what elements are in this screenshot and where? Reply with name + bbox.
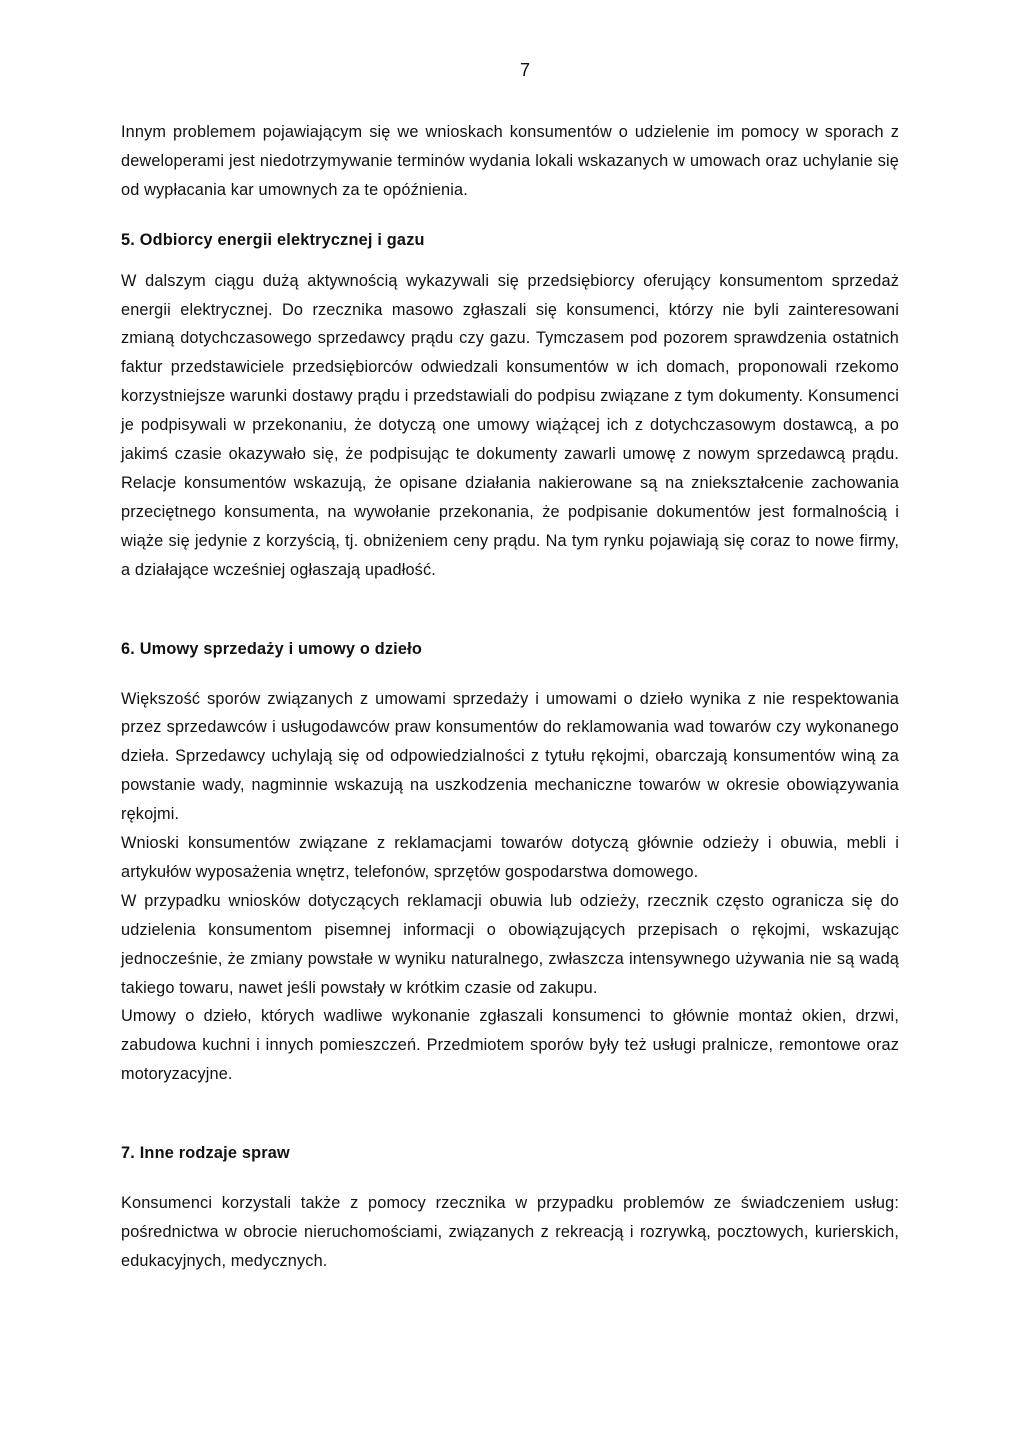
document-body <box>121 118 899 1276</box>
page-number: 7 <box>519 60 530 80</box>
section-6-paragraph-4: Umowy o dzieło, których wadliwe wykonanie zgłaszali konsumenci to głównie montaż okien, drzwi, zabudowa kuchni i innych pomieszczeń. Przedmiotem sporów były też usługi pralnicze, remontowe oraz motoryzacyjne. <box>121 1007 899 1084</box>
section-7-heading: 7. Inne rodzaje spraw <box>121 1144 290 1163</box>
section-6-paragraph-2: Wnioski konsumentów związane z reklamacjami towarów dotyczą głównie odzieży i obuwia, mebli i artykułów wyposażenia wnętrz, telefonów, sprzętów gospodarstwa domowego. <box>121 834 899 881</box>
section-6-paragraph-1: Większość sporów związanych z umowami sprzedaży i umowami o dzieło wynika z nie respektowania przez sprzedawców i usługodawców praw konsumentów do reklamowania wad towarów czy wykonanego dzieła. Sprzedawcy uchylają się od odpowiedzialności z tytułu rękojmi, obarczają konsumentów winą za powstanie wady, nagminnie wskazują na uszkodzenia mechaniczne towarów w okresie obowiązywania rękojmi. <box>121 689 899 824</box>
section-6-paragraph-3: W przypadku wniosków dotyczących reklamacji obuwia lub odzieży, rzecznik często ogranicza się do udzielenia konsumentom pisemnej informacji o obowiązujących przepisach o rękojmi, wskazując jednocześnie, że zmiany powstałe w wyniku naturalnego, zwłaszcza intensywnego używania nie są wadą takiego towaru, nawet jeśli powstały w krótkim czasie od zakupu. <box>121 891 899 997</box>
section-5-paragraph: W dalszym ciągu dużą aktywnością wykazywali się przedsiębiorcy oferujący konsumentom sprzedaż energii elektrycznej. Do rzecznika masowo zgłaszali się konsumenci, którzy nie byli zainteresowani zmianą dotychczasowego sprzedawcy prądu czy gazu. Tymczasem pod pozorem sprawdzenia ostatnich faktur przedstawiciele przedsiębiorców odwiedzali konsumentów w ich domach, proponowali rzekomo korzystniejsze warunki dostawy prądu i przedstawiali do podpisu związane z tym dokumenty. Konsumenci je podpisywali w przekonaniu, że dotyczą one umowy wiążącej ich z dotychczasowym dostawcą, a po jakimś czasie okazywało się, że podpisując te dokumenty zawarli umowę z nowym sprzedawcą prądu. Relacje konsumentów wskazują, że opisane działania nakierowane są na zniekształcenie zachowania przeciętnego konsumenta, na wywołanie przekonania, że podpisanie dokumentów jest formalnością i wiąże się jedynie z korzyścią, tj. obniżeniem ceny prądu. Na tym rynku pojawiają się coraz to nowe firmy, a działające wcześniej ogłaszają upadłość. <box>121 271 899 579</box>
section-5-heading: 5. Odbiorcy energii elektrycznej i gazu <box>121 230 425 249</box>
section-6-heading: 6. Umowy sprzedaży i umowy o dzieło <box>121 639 423 658</box>
section-7-paragraph: Konsumenci korzystali także z pomocy rzecznika w przypadku problemów ze świadczeniem usług: pośrednictwa w obrocie nieruchomościami, związanych z rekreacją i rozrywką, pocztowych, kurierskich, edukacyjnych, medycznych. <box>121 1194 899 1270</box>
intro-paragraph: Innym problemem pojawiającym się we wnioskach konsumentów o udzielenie im pomocy w sporach z deweloperami jest niedotrzymywanie terminów wydania lokali wskazanych w umowach oraz uchylanie się od wypłacania kar umownych za te opóźnienia. <box>121 123 899 199</box>
